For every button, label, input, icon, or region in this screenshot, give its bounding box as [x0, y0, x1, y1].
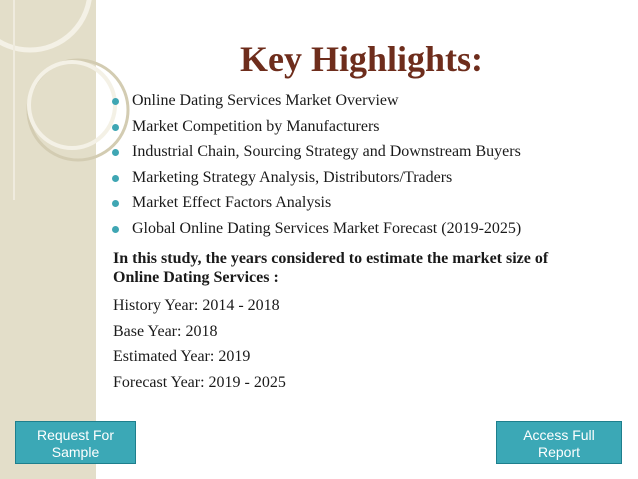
button-label: Access Full — [523, 427, 595, 443]
list-item: Market Competition by Manufacturers — [112, 114, 521, 140]
highlights-list — [112, 88, 521, 241]
bullet-icon — [112, 200, 119, 207]
button-label: Report — [537, 444, 581, 460]
access-full-report-button[interactable] — [496, 421, 622, 464]
bullet-icon — [112, 226, 119, 233]
study-statement — [113, 249, 613, 287]
button-label: Request For — [36, 427, 115, 443]
button-label: Sample — [51, 444, 100, 460]
study-line: Online Dating Services : — [113, 269, 279, 286]
list-item: Industrial Chain, Sourcing Strategy and Downstream Buyers — [112, 139, 521, 165]
bullet-icon — [112, 124, 119, 131]
forecast-year: Forecast Year: 2019 - 2025 — [113, 373, 286, 391]
list-item: Market Effect Factors Analysis — [112, 190, 521, 216]
bullet-icon — [112, 98, 119, 105]
list-item: Global Online Dating Services Market Forecast (2019-2025) — [112, 216, 521, 242]
base-year: Base Year: 2018 — [113, 322, 218, 340]
history-year: History Year: 2014 - 2018 — [113, 297, 280, 314]
estimated-year: Estimated Year: 2019 — [113, 348, 251, 365]
slide-title: Key Highlights: — [239, 39, 484, 79]
years-list — [113, 293, 286, 395]
bullet-icon — [112, 149, 119, 156]
study-line: In this study, the years considered to estimate the market size of — [113, 250, 549, 267]
list-item: Online Dating Services Market Overview — [112, 88, 521, 114]
request-sample-button[interactable] — [15, 421, 136, 464]
bullet-icon — [112, 175, 119, 182]
list-item: Marketing Strategy Analysis, Distributors/Traders — [112, 165, 521, 191]
